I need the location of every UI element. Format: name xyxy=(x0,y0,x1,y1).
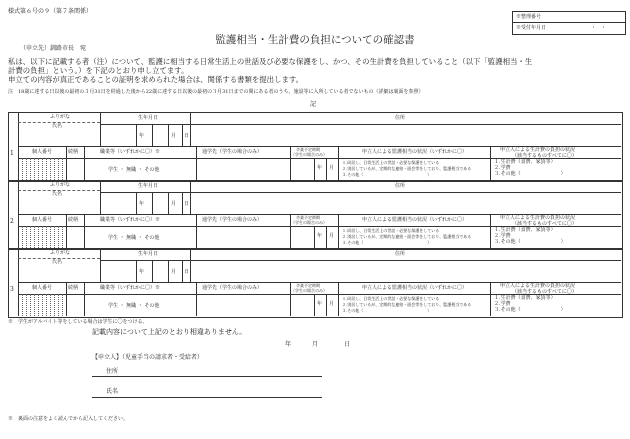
personal-number-field[interactable] xyxy=(20,296,66,316)
graduation-label-2: （学生の場合のみ） xyxy=(291,288,327,293)
grad-month: 月 xyxy=(329,233,335,239)
divider xyxy=(190,192,621,193)
support-option-2[interactable]: ２.学費 xyxy=(494,165,511,171)
date-year: 年 xyxy=(285,341,292,348)
divider xyxy=(314,158,315,180)
divider xyxy=(196,146,197,180)
divider xyxy=(190,112,191,146)
address-label: 住所 xyxy=(395,251,406,257)
row-number: 2 xyxy=(10,218,14,225)
divider xyxy=(326,158,327,180)
divider xyxy=(66,214,67,248)
support-option-1[interactable]: １.生計費（食費、家賃等） xyxy=(494,227,556,233)
divider xyxy=(182,124,183,146)
divider xyxy=(136,192,137,214)
personal-number-label: 個人番号 xyxy=(32,285,53,291)
day-label: 日 xyxy=(184,201,190,207)
divider xyxy=(66,146,67,180)
receipt-box xyxy=(512,11,626,35)
name-label: 氏名 xyxy=(52,259,63,265)
relation-field[interactable] xyxy=(68,160,84,180)
school-field[interactable] xyxy=(200,160,288,180)
row-number: 1 xyxy=(10,150,14,157)
support-label-1: 申立人による生計費の負担の状況 xyxy=(500,283,576,289)
year-label: 年 xyxy=(139,133,145,139)
divider xyxy=(190,180,191,214)
graduation-label-2: （学生の場合のみ） xyxy=(291,220,327,225)
address-field[interactable] xyxy=(196,128,618,144)
divider xyxy=(168,192,169,214)
school-label: 通学先（学生の場合のみ） xyxy=(202,217,263,223)
intro-line-3: 申立ての内容が真正であることの証明を求められた場合は、関係する書類を提出します。 xyxy=(8,75,304,84)
name-field[interactable] xyxy=(22,198,98,212)
personal-number-label: 個人番号 xyxy=(32,217,53,223)
day-label: 日 xyxy=(184,269,190,275)
address-label: 住所 xyxy=(395,183,406,189)
support-option-1[interactable]: １.生計費（食費、家賃等） xyxy=(494,295,556,301)
custody-option-1[interactable]: １.同居し、日常生活上の世話・必要な保護をしている xyxy=(342,228,440,233)
receipt-date-label: ※受付年月日 xyxy=(516,25,547,31)
intro-line-1: 私は、以下に記載する者（注）について、監護に相当する日常生活上の世話及び必要な保護をし、かつ、その生計費を負担していること（以下「監護相当・生 xyxy=(8,57,533,66)
divider xyxy=(326,226,327,248)
date-month: 月 xyxy=(312,341,319,348)
custody-option-3[interactable]: ３.その他（ ） xyxy=(342,240,432,245)
divider xyxy=(190,248,191,282)
divider xyxy=(152,192,153,214)
school-label: 通学先（学生の場合のみ） xyxy=(202,285,263,291)
address-label: 住所 xyxy=(395,115,406,121)
support-option-3[interactable]: ３.その他（ ） xyxy=(494,307,566,313)
address-field[interactable] xyxy=(196,264,618,280)
divider xyxy=(168,124,169,146)
divider xyxy=(326,294,327,316)
support-option-2[interactable]: ２.学費 xyxy=(494,233,511,239)
divider xyxy=(182,192,183,214)
support-option-1[interactable]: １.生計費（食費、家賃等） xyxy=(494,159,556,165)
custody-option-1[interactable]: １.同居し、日常生活上の世話・必要な保護をしている xyxy=(342,296,440,301)
applicant-address-label: 住所 xyxy=(106,368,119,375)
divider xyxy=(100,260,190,261)
divider xyxy=(100,248,101,282)
birth-label: 生年月日 xyxy=(138,251,159,257)
support-label-2: （該当するものすべてに〇） xyxy=(512,221,577,227)
grad-year: 年 xyxy=(317,165,323,171)
address-field[interactable] xyxy=(196,196,618,212)
furigana-label: ふりがな xyxy=(50,250,71,256)
graduation-label-2: （学生の場合のみ） xyxy=(291,152,327,157)
occupation-options[interactable]: 学生 ・ 無職 ・ その他 xyxy=(108,303,160,309)
custody-option-2[interactable]: ２.別居しているが、定期的な連絡・面会等をしており、監護相当である xyxy=(342,166,472,171)
divider xyxy=(152,260,153,282)
name-field[interactable] xyxy=(22,266,98,280)
graduation-label-1: 卒業予定時期 xyxy=(296,147,320,152)
occupation-label: 職業等（いずれかに〇）※ xyxy=(100,285,161,291)
divider xyxy=(314,226,315,248)
relation-field[interactable] xyxy=(68,228,84,248)
divider xyxy=(190,260,621,261)
occupation-options[interactable]: 学生 ・ 無職 ・ その他 xyxy=(108,167,160,173)
personal-number-label: 個人番号 xyxy=(32,149,53,155)
custody-option-2[interactable]: ２.別居しているが、定期的な連絡・面会等をしており、監護相当である xyxy=(342,302,472,307)
divider xyxy=(338,282,339,316)
divider xyxy=(84,282,85,316)
divider xyxy=(190,124,621,125)
name-label: 氏名 xyxy=(52,123,63,129)
addressee: （申立先）釧路市長 宛 xyxy=(20,45,87,52)
form-id: 様式第６号の９（第７条関係） xyxy=(8,8,93,15)
custody-label: 申立人による監護相当の状況（いずれかに〇） xyxy=(362,149,468,155)
divider xyxy=(84,214,85,248)
relation-label: 続柄 xyxy=(68,285,79,291)
school-field[interactable] xyxy=(200,228,288,248)
school-label: 通学先（学生の場合のみ） xyxy=(202,149,263,155)
personal-number-field[interactable] xyxy=(20,160,66,180)
grad-month: 月 xyxy=(329,165,335,171)
divider xyxy=(490,214,491,248)
support-label-2: （該当するものすべてに〇） xyxy=(512,289,577,295)
name-field[interactable] xyxy=(22,130,98,144)
custody-option-2[interactable]: ２.別居しているが、定期的な連絡・面会等をしており、監護相当である xyxy=(342,234,472,239)
support-label-2: （該当するものすべてに〇） xyxy=(512,153,577,159)
furigana-label: ふりがな xyxy=(50,114,71,120)
ki-mark: 記 xyxy=(310,101,317,108)
divider xyxy=(182,260,183,282)
confirm-text: 記載内容について上記のとおり相違ありません。 xyxy=(92,328,247,336)
divider xyxy=(196,282,197,316)
relation-label: 続柄 xyxy=(68,149,79,155)
divider xyxy=(84,146,85,180)
divider xyxy=(66,282,67,316)
birth-label: 生年月日 xyxy=(138,183,159,189)
support-option-2[interactable]: ２.学費 xyxy=(494,301,511,307)
divider xyxy=(338,146,339,180)
bottom-note: ※ 裏面の注意をよく読んでから記入してください。 xyxy=(8,416,129,422)
divider xyxy=(490,282,491,316)
applicant-heading: 【申立人】（児童手当の請求者・受給者） xyxy=(92,354,204,361)
support-label-1: 申立人による生計費の負担の状況 xyxy=(500,215,576,221)
grad-year: 年 xyxy=(317,233,323,239)
custody-option-3[interactable]: ３.その他（ ） xyxy=(342,172,432,177)
birth-label: 生年月日 xyxy=(138,115,159,121)
support-label-1: 申立人による生計費の負担の状況 xyxy=(500,147,576,153)
divider xyxy=(100,112,101,146)
month-label: 月 xyxy=(171,133,177,139)
divider xyxy=(168,260,169,282)
receipt-number-label: ※整理番号 xyxy=(516,14,542,20)
occupation-options[interactable]: 学生 ・ 無職 ・ その他 xyxy=(108,235,160,241)
relation-label: 続柄 xyxy=(68,217,79,223)
custody-option-1[interactable]: １.同居し、日常生活上の世話・必要な保護をしている xyxy=(342,160,440,165)
custody-label: 申立人による監護相当の状況（いずれかに〇） xyxy=(362,217,468,223)
name-label: 氏名 xyxy=(52,191,63,197)
custody-option-3[interactable]: ３.その他（ ） xyxy=(342,308,432,313)
grad-year: 年 xyxy=(317,301,323,307)
month-label: 月 xyxy=(171,201,177,207)
divider xyxy=(314,294,315,316)
personal-number-field[interactable] xyxy=(20,228,66,248)
graduation-label-1: 卒業予定時期 xyxy=(296,215,320,220)
year-label: 年 xyxy=(139,269,145,275)
divider xyxy=(100,180,101,214)
furigana-label: ふりがな xyxy=(50,182,71,188)
custody-label: 申立人による監護相当の状況（いずれかに〇） xyxy=(362,285,468,291)
receipt-date-marks: ・ ・ xyxy=(591,25,607,31)
year-label: 年 xyxy=(139,201,145,207)
note-text: 注 18歳に達する日以後の最初の３月31日を経過した後から22歳に達する日以後の最初の３月31日までの間にある者のうち、施設等に入所している者でないもの（詳細は裏面を参照） xyxy=(8,89,424,95)
row-number: 3 xyxy=(10,286,14,293)
divider xyxy=(100,192,190,193)
footnote: ※ 学生がアルバイト等をしている場合は学生に〇をつける。 xyxy=(8,319,148,325)
grad-month: 月 xyxy=(329,301,335,307)
divider xyxy=(196,214,197,248)
intro-line-2: 計費の負担」という。）を下記のとおり申し立てます。 xyxy=(8,66,189,75)
occupation-label: 職業等（いずれかに〇）※ xyxy=(100,149,161,155)
divider xyxy=(338,214,339,248)
support-option-3[interactable]: ３.その他（ ） xyxy=(494,239,566,245)
page-title: 監護相当・生計費の負担についての確認書 xyxy=(215,34,415,46)
divider xyxy=(100,124,190,125)
graduation-label-1: 卒業予定時期 xyxy=(296,283,320,288)
divider xyxy=(136,124,137,146)
divider xyxy=(152,124,153,146)
divider xyxy=(136,260,137,282)
day-label: 日 xyxy=(184,133,190,139)
date-day: 日 xyxy=(344,341,351,348)
school-field[interactable] xyxy=(200,296,288,316)
occupation-label: 職業等（いずれかに〇）※ xyxy=(100,217,161,223)
support-option-3[interactable]: ３.その他（ ） xyxy=(494,171,566,177)
applicant-name-label: 氏名 xyxy=(106,388,119,395)
month-label: 月 xyxy=(171,269,177,275)
divider xyxy=(490,146,491,180)
relation-field[interactable] xyxy=(68,296,84,316)
